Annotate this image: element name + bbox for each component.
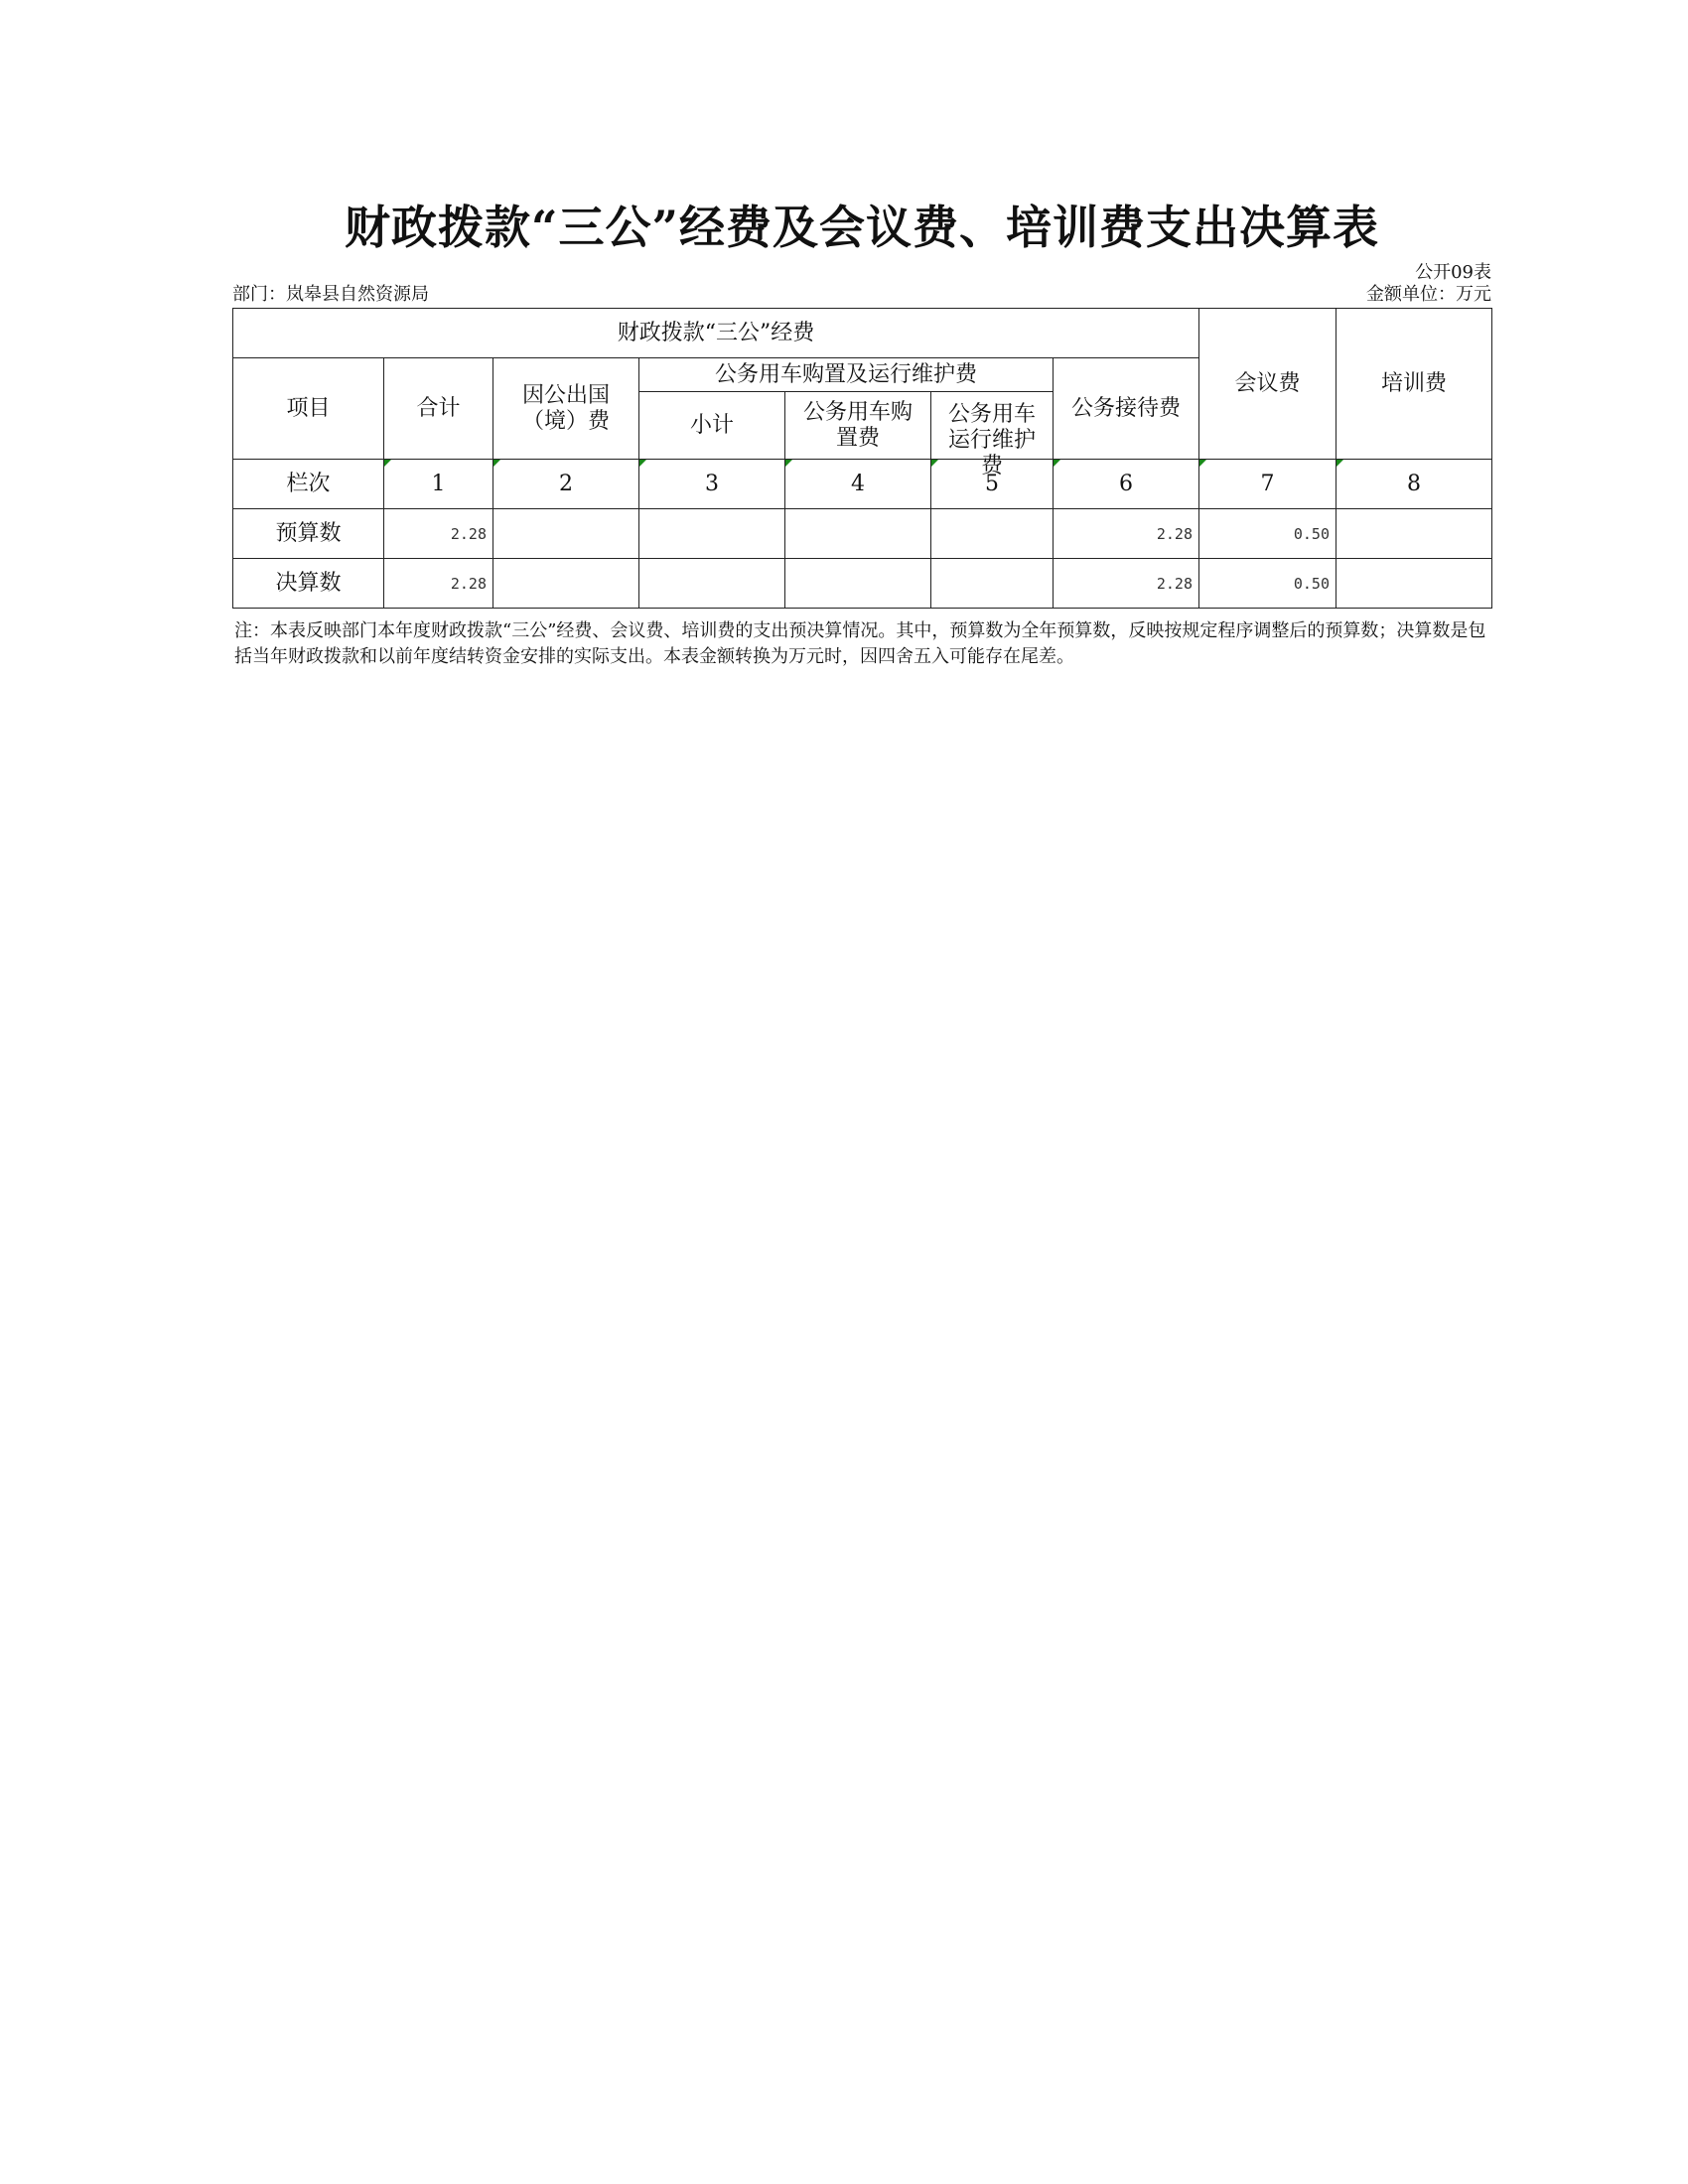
budget-total-cell: 2.28 bbox=[384, 509, 493, 559]
vehicle-subtotal-header: 小计 bbox=[639, 392, 785, 460]
index-cell: 4 bbox=[785, 460, 931, 509]
index-cell: 3 bbox=[639, 460, 785, 509]
index-cell: 2 bbox=[493, 460, 639, 509]
meta-row bbox=[232, 284, 1491, 308]
index-cell: 6 bbox=[1054, 460, 1199, 509]
budget-vehicle-subtotal-cell bbox=[639, 509, 785, 559]
index-row bbox=[233, 460, 1492, 509]
actual-abroad-cell bbox=[493, 559, 639, 609]
index-cell: 5 bbox=[931, 460, 1054, 509]
reception-fee-header: 公务接待费 bbox=[1054, 358, 1199, 460]
budget-meeting-cell: 0.50 bbox=[1199, 509, 1336, 559]
index-cell: 8 bbox=[1336, 460, 1492, 509]
actual-total-cell: 2.28 bbox=[384, 559, 493, 609]
item-header: 项目 bbox=[233, 358, 384, 460]
budget-vehicle-purchase-cell bbox=[785, 509, 931, 559]
actual-vehicle-subtotal-cell bbox=[639, 559, 785, 609]
index-row-label: 栏次 bbox=[233, 460, 384, 509]
abroad-fee-label: 因公出国（境）费 bbox=[521, 382, 610, 434]
vehicle-group-header: 公务用车购置及运行维护费 bbox=[639, 358, 1054, 392]
footnote: 注：本表反映部门本年度财政拨款“三公”经费、会议费、培训费的支出预决算情况。其中，预算数为全年预算数，反映按规定程序调整后的预算数；决算数是包括当年财政拨款和以前年度结转资金安排的实际支出。本表金额转换为万元时，因四舍五入可能存在尾差。 bbox=[234, 620, 1486, 667]
vehicle-operation-label: 公务用车运行维护费 bbox=[947, 401, 1036, 478]
index-cell: 7 bbox=[1199, 460, 1336, 509]
actual-row-label: 决算数 bbox=[233, 559, 384, 609]
unit-label: 金额单位：万元 bbox=[1366, 284, 1491, 305]
budget-reception-cell: 2.28 bbox=[1054, 509, 1199, 559]
actual-row bbox=[233, 559, 1492, 609]
actual-training-cell bbox=[1336, 559, 1492, 609]
actual-reception-cell: 2.28 bbox=[1054, 559, 1199, 609]
total-header: 合计 bbox=[384, 358, 493, 460]
abroad-fee-header bbox=[493, 358, 639, 460]
department-label: 部门：岚皋县自然资源局 bbox=[232, 284, 429, 305]
budget-abroad-cell bbox=[493, 509, 639, 559]
vehicle-operation-header bbox=[931, 392, 1054, 478]
form-code: 公开09表 bbox=[1415, 262, 1491, 283]
report-title: 财政拨款“三公”经费及会议费、培训费支出决算表 bbox=[345, 201, 1379, 254]
expenditure-table bbox=[232, 308, 1492, 609]
meeting-fee-header: 会议费 bbox=[1199, 309, 1336, 460]
three-public-group-header: 财政拨款“三公”经费 bbox=[233, 309, 1199, 358]
actual-meeting-cell: 0.50 bbox=[1199, 559, 1336, 609]
budget-row-label: 预算数 bbox=[233, 509, 384, 559]
training-fee-header: 培训费 bbox=[1336, 309, 1492, 460]
budget-training-cell bbox=[1336, 509, 1492, 559]
actual-vehicle-purchase-cell bbox=[785, 559, 931, 609]
index-cell: 1 bbox=[384, 460, 493, 509]
actual-vehicle-operation-cell bbox=[931, 559, 1054, 609]
header-row-1 bbox=[233, 309, 1492, 358]
vehicle-purchase-header bbox=[785, 392, 931, 460]
budget-vehicle-operation-cell bbox=[931, 509, 1054, 559]
vehicle-purchase-label: 公务用车购置费 bbox=[802, 399, 913, 451]
budget-row bbox=[233, 509, 1492, 559]
report-sheet bbox=[232, 195, 1491, 670]
